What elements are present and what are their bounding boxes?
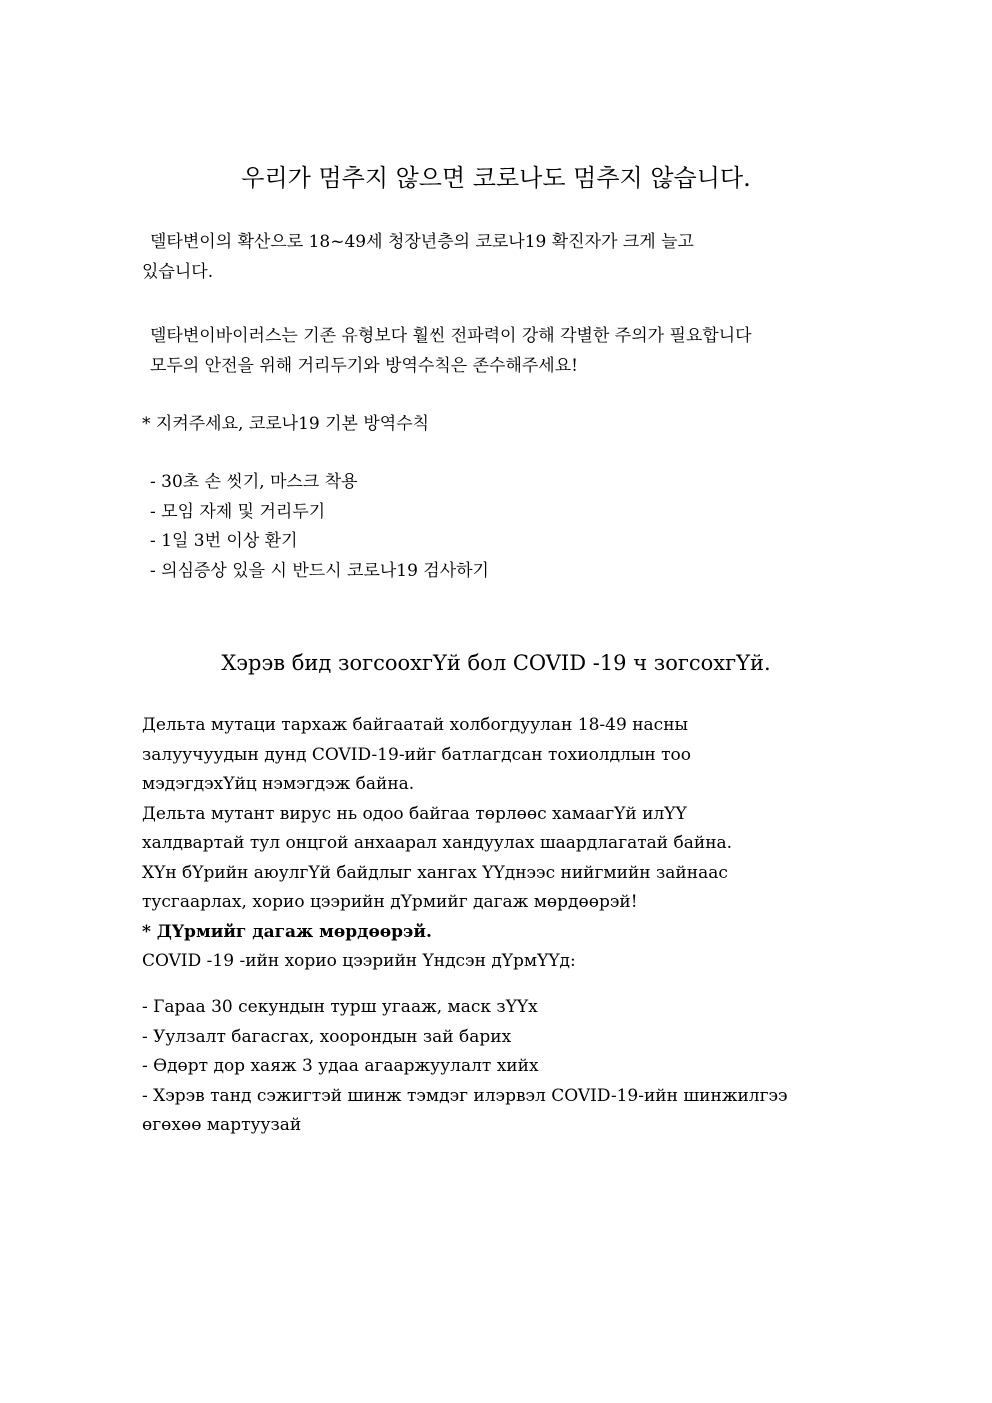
mongolian-rule-item: өгөхөө мартуузай — [142, 1115, 302, 1135]
mongolian-title: Хэрэв бид зогсоохгҮй бол COVID -19 ч зогсохгҮй. — [221, 651, 771, 675]
mongolian-rule-item: - Өдөрт дор хаяж 3 удаа агааржуулалт хийх — [142, 1056, 539, 1076]
mongolian-rule-item: - Уулзалт багасгах, хоорондын зай барих — [142, 1026, 512, 1047]
mongolian-bold-heading: * ДҮрмийг дагаж мөрдөөрэй. — [142, 921, 432, 942]
korean-rules-heading — [142, 410, 862, 440]
korean-rule-item: - 모임 자제 및 거리두기 — [150, 501, 326, 522]
mongolian-rule-item: - Хэрэв танд сэжигтэй шинж тэмдэг илэрвэл COVID-19-ийн шинжилгээ — [142, 1085, 788, 1106]
mongolian-body-line: мэдэгдэхҮйц нэмэгдэж байна. — [142, 774, 415, 794]
korean-intro-line: 델타변이의 확산으로 18~49세 청장년층의 코로나19 확진자가 크게 늘고 — [150, 232, 694, 252]
mongolian-rules-intro: COVID -19 -ийн хорио цээрийн Үндсэн дҮрмҮҮд: — [142, 951, 576, 971]
mongolian-body-line: тусгаарлах, хорио цээрийн дҮрмийг дагаж мөрдөөрэй! — [142, 892, 638, 912]
korean-delta-line: 모두의 안전을 위해 거리두기와 방역수칙은 존수해주세요! — [150, 355, 578, 376]
korean-star-heading: * 지켜주세요, 코로나19 기본 방역수칙 — [142, 414, 430, 434]
mongolian-rules-list — [142, 993, 862, 1141]
mongolian-body-line: Дельта мутаци тархаж байгаатай холбогдуулан 18-49 насны — [142, 715, 689, 735]
mongolian-body-line: халдвартай тул онцгой анхаарал хандуулах шаардлагатай байна. — [142, 833, 733, 853]
mongolian-body — [142, 711, 862, 977]
korean-rule-item: - 1일 3번 이상 환기 — [150, 531, 298, 551]
korean-rule-item: - 30초 손 씻기, 마스크 착용 — [150, 472, 358, 492]
korean-intro-line: 있습니다. — [142, 261, 214, 282]
korean-rules-list — [142, 468, 862, 586]
korean-title: 우리가 멈추지 않으면 코로나도 멈추지 않습니다. — [241, 164, 751, 192]
mongolian-rule-item: - Гараа 30 секундын турш угааж, маск зҮҮх — [142, 997, 538, 1017]
korean-intro-paragraph — [142, 228, 862, 287]
mongolian-body-line: ХҮн бҮрийн аюулгҮй байдлыг хангах ҮҮднээс нийгмийн зайнаас — [142, 862, 728, 883]
korean-delta-paragraph — [142, 322, 862, 381]
mongolian-body-line: залуучуудын дунд COVID-19-ийг батлагдсан тохиолдлын тоо — [142, 744, 692, 765]
mongolian-body-line: Дельта мутант вирус нь одоо байгаа төрлөөс хамаагҮй илҮҮ — [142, 803, 687, 824]
korean-delta-line: 델타변이바이러스는 기존 유형보다 훨씬 전파력이 강해 각별한 주의가 필요합니다 — [150, 326, 752, 346]
korean-rule-item: - 의심증상 있을 시 반드시 코로나19 검사하기 — [150, 560, 489, 581]
